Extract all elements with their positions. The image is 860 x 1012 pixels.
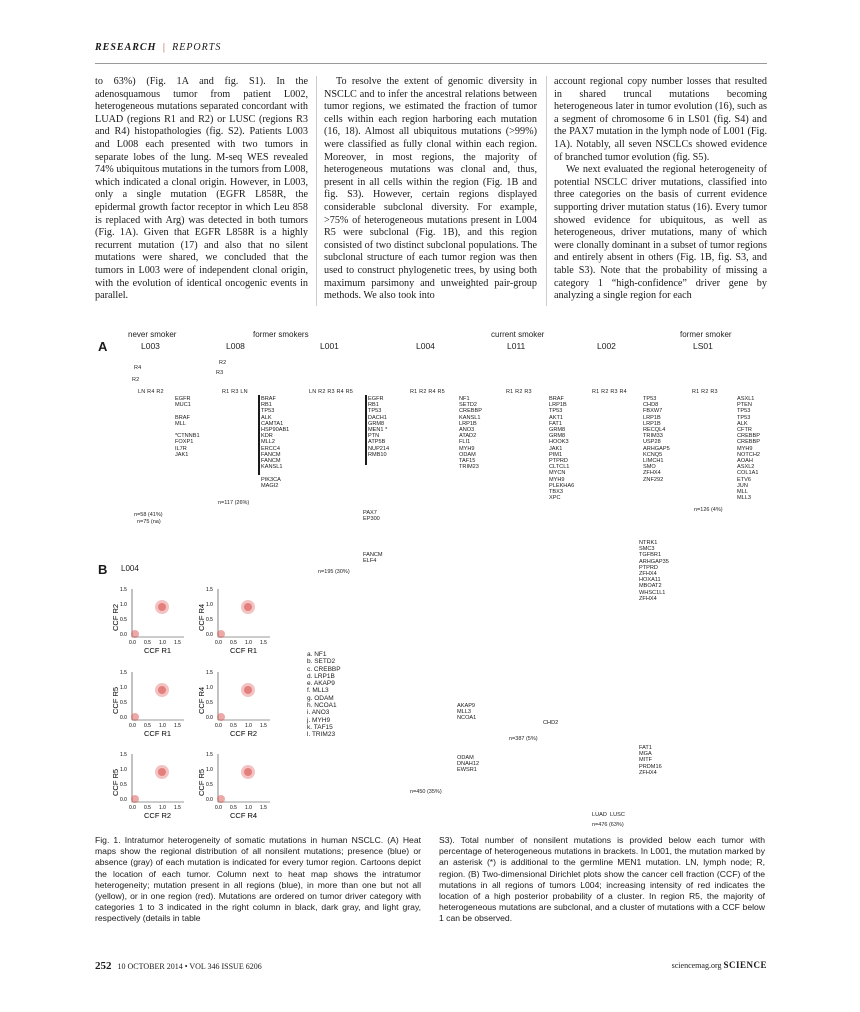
ccf-cluster <box>158 686 166 694</box>
y-tick-label: 1.0 <box>206 602 213 608</box>
mutation-count: n=450 (35%) <box>410 789 442 795</box>
tumor-label: LS01 <box>693 341 713 351</box>
ccf-plot <box>197 750 280 825</box>
x-tick-label: 0.0 <box>215 723 222 729</box>
group-label-never: never smoker <box>128 330 177 339</box>
y-tick-label: 0.0 <box>206 632 213 638</box>
y-tick-label: 1.5 <box>206 670 213 676</box>
x-tick-label: 0.0 <box>129 640 136 646</box>
figure-caption-col1 <box>95 835 421 925</box>
x-tick-label: 1.0 <box>245 805 252 811</box>
column-rule <box>316 76 317 306</box>
region-header: R1 R3 LN <box>222 389 248 395</box>
x-axis-title: CCF R2 <box>144 811 172 820</box>
group-label-former: former smokers <box>253 330 309 339</box>
x-axis-title: CCF R2 <box>230 729 258 738</box>
issue-info: 10 OCTOBER 2014 • VOL 346 ISSUE 6206 <box>117 962 262 971</box>
ccf-plot <box>111 668 194 743</box>
footer-left <box>95 960 262 972</box>
footer-right <box>630 960 767 970</box>
y-axis-title: CCF R2 <box>111 603 120 631</box>
ccf-plot-svg <box>111 750 194 825</box>
body-paragraph: We next evaluated the regional heterogeneity of potential NSCLC driver mutations, classified into three categories on the basis of current evidence supporting driver mutation status (16). Every tumor showed evidence for ubiquitous, as well as heterogeneous, driver mutations, many of which were clonally dominant in a subset of tumor regions and entirely absent in others (Fig. 1B, fig. S3, and table S3). Note that the probability of missing a category 1 “high-confidence” driver gene by analyzing a single region for each <box>554 164 767 302</box>
section-label: RESEARCH <box>95 42 157 53</box>
running-head <box>95 42 221 53</box>
tumor-label: L011 <box>507 341 526 351</box>
axis-lines <box>132 754 184 802</box>
group-label-former2: former smoker <box>680 330 732 339</box>
x-tick-label: 0.5 <box>230 640 237 646</box>
panel-b-label: B <box>98 562 108 577</box>
header-separator: | <box>162 42 167 53</box>
y-tick-label: 1.0 <box>206 767 213 773</box>
gene-list-l001: EGFR RB1 TP53 DACH1 GRM8 MEN1 * PTN ATP5B NUP214 RMB10 <box>368 396 390 458</box>
y-tick-label: 0.5 <box>120 782 127 788</box>
y-axis-title: CCF R5 <box>197 768 206 796</box>
tumor-label: L004 <box>416 341 435 351</box>
ccf-plot-svg <box>111 585 194 660</box>
site-name: sciencemag.org <box>671 961 722 970</box>
x-tick-label: 1.5 <box>260 723 267 729</box>
y-axis-title: CCF R5 <box>111 768 120 796</box>
body-column-2 <box>324 76 537 303</box>
y-tick-label: 1.5 <box>206 587 213 593</box>
y-axis-title: CCF R4 <box>197 603 206 631</box>
figure-caption-col2 <box>439 835 765 925</box>
tumor-label: L008 <box>226 341 245 351</box>
x-tick-label: 1.5 <box>260 805 267 811</box>
x-tick-label: 1.0 <box>159 640 166 646</box>
region-header: R1 R2 R3 R4 <box>592 389 627 395</box>
ccf-cluster <box>158 768 166 776</box>
cartoon-region-label: R4 <box>134 365 142 371</box>
gene-list-l011-b: CHD2 <box>543 720 559 726</box>
y-tick-label: 1.0 <box>120 685 127 691</box>
ccf-cluster <box>131 630 139 638</box>
mutation-count: n=195 (30%) <box>318 569 350 575</box>
y-tick-label: 1.5 <box>206 752 213 758</box>
mutation-count: n=126 (4%) <box>694 507 723 513</box>
gene-list-l004: NF1 SETD2 CREBBP KANSL1 LRP1B ANO3 ATAD2 FLI1 MYH9 ODAM TAF15 TRIM23 <box>459 396 483 471</box>
cartoon-region-label: R2 <box>219 360 227 366</box>
body-paragraph: account regional copy number losses that resulted in shared truncal mutations becoming heterogeneous later in tumor evolution (16), such as a segment of chromosome 6 in LS01 (fig. S4) and the PAX7 mutation in the lymph node of L001 (Fig. 1A). Notably, all seven NSCLCs showed evidence of branched tumor evolution (fig. S5). <box>554 76 767 163</box>
y-tick-label: 0.0 <box>206 797 213 803</box>
axis-lines <box>218 589 270 637</box>
ccf-plot <box>111 585 194 660</box>
y-tick-label: 0.5 <box>120 700 127 706</box>
histology-labels: LUAD LUSC <box>592 812 625 818</box>
x-tick-label: 0.5 <box>144 640 151 646</box>
x-tick-label: 0.0 <box>129 805 136 811</box>
gene-list-l002-b: NTRK1 SMC3 TGFBR1 ARHGAP35 PTPRD ZFHX4 HOXA11 MBOAT2 WHSC1L1 ZFHX4 <box>639 540 669 602</box>
caption-text: Fig. 1. Intratumor heterogeneity of somatic mutations in human NSCLC. (A) Heat maps show the regional distribution of all nonsilent mutations; presence (blue) or absence (gray) of each mutation is indicated for every tumor region. Cartoons depict the location of each tumor. Column next to heat map shows the intratumor heterogeneity; mutation present in all regions (blue), in more than one but not all (yellow), or in one region (red). Mutations are ordered on tumor driver category with categories 1 to 3 indicated in the right column in black, dark gray, and light gray, respectively (details in table <box>95 835 421 924</box>
header-rule <box>95 63 767 64</box>
ccf-plot-svg <box>197 585 280 660</box>
gene-list-l004-c: ODAM DNAH12 EWSR1 <box>457 755 480 774</box>
y-tick-label: 0.5 <box>206 782 213 788</box>
x-tick-label: 1.5 <box>260 640 267 646</box>
ccf-plot <box>197 668 280 743</box>
axis-lines <box>218 754 270 802</box>
y-tick-label: 0.5 <box>206 700 213 706</box>
y-tick-label: 1.5 <box>120 752 127 758</box>
x-axis-title: CCF R4 <box>230 811 258 820</box>
gene-list-l008: BRAF RB1 TP53 ALK CAMTA1 HSP90AB1 KDR MLL2 ERCC4 FANCM FANCM KANSL1 PIK3CA MAGI2 <box>261 396 290 489</box>
axis-lines <box>132 589 184 637</box>
group-label-current: current smoker <box>491 330 545 339</box>
page-number: 252 <box>95 960 112 972</box>
axis-lines <box>218 672 270 720</box>
ccf-plot <box>197 585 280 660</box>
ccf-plot <box>111 750 194 825</box>
y-tick-label: 1.0 <box>120 767 127 773</box>
gene-list-l002: TP53 CHD8 FBXW7 LRP1B LRP1B RECQL4 TRIM33 USP28 ARHGAP5 KCNQ5 LIMCH1 SMO ZFHX4 ZNF292 <box>643 396 670 483</box>
y-tick-label: 0.0 <box>206 715 213 721</box>
gene-list-l011: BRAF LRP1B TP53 AKT1 FAT1 GRM8 GRM8 HOOK3 JAK1 PIM1 PTPRD CLTCL1 MYCN MYH9 PLEKHA6 TBX3 XPC <box>549 396 575 502</box>
y-tick-label: 0.0 <box>120 632 127 638</box>
region-header: R1 R2 R4 R5 <box>410 389 445 395</box>
mutation-bar <box>365 395 367 465</box>
region-header: LN R2 R3 R4 R5 <box>309 389 354 395</box>
x-axis-title: CCF R1 <box>230 646 258 655</box>
ccf-cluster <box>217 713 225 721</box>
x-tick-label: 1.5 <box>174 805 181 811</box>
x-tick-label: 0.5 <box>230 723 237 729</box>
mutation-count: n=58 (41%) <box>134 512 163 518</box>
panel-b-tumor: L004 <box>121 564 139 573</box>
x-tick-label: 0.5 <box>230 805 237 811</box>
y-tick-label: 0.0 <box>120 797 127 803</box>
panel-a-label: A <box>98 339 108 354</box>
y-tick-label: 1.0 <box>206 685 213 691</box>
gene-list-ls01: ASXL1 PTEN TP53 TP53 ALK CFTR CREBBP CREBBP MYH9 NOTCH2 AOAH ASXL2 COL1A1 ETV6 JUN MLL MLL3 <box>737 396 761 502</box>
mutation-count: n=476 (63%) <box>592 822 624 828</box>
axis-lines <box>132 672 184 720</box>
x-axis-title: CCF R1 <box>144 646 172 655</box>
body-paragraph: to 63%) (Fig. 1A and fig. S1). In the adenosquamous tumor from patient L002, heterogeneous mutations separated concordant with LUAD (regions R1 and R2) or LUSC (regions R3 and R4) histopathologies (fig. S2). Patients L003 and L008 each presented with two tumors in separate lobes of the lung. M-seq WES revealed 74% ubiquitous mutations in the tumors from L008, which indicated a clonal origin. However, in L003, only a single mutation (EGFR L858R, the epidermal growth factor receptor in which Leu 858 is replaced with Arg) was detected in both tumors (Fig. 1A). Given that EGFR L858R is a highly recurrent mutation (17) and also that no silent mutations were shared, we concluded that the tumors in L003 were of independent clonal origin, with the evolution of identical oncogenic events in parallel. <box>95 76 308 302</box>
ccf-cluster <box>158 603 166 611</box>
ccf-plot-svg <box>197 750 280 825</box>
ccf-cluster <box>244 768 252 776</box>
ccf-cluster <box>217 630 225 638</box>
tumor-label: L001 <box>320 341 339 351</box>
ccf-cluster <box>131 713 139 721</box>
subsection-label: REPORTS <box>172 42 222 53</box>
y-tick-label: 1.0 <box>120 602 127 608</box>
body-column-1 <box>95 76 308 303</box>
y-tick-label: 0.5 <box>206 617 213 623</box>
x-axis-title: CCF R1 <box>144 729 172 738</box>
y-tick-label: 0.0 <box>120 715 127 721</box>
x-tick-label: 1.5 <box>174 640 181 646</box>
region-header: R1 R2 R3 <box>692 389 718 395</box>
x-tick-label: 0.0 <box>215 640 222 646</box>
y-axis-title: CCF R4 <box>197 686 206 714</box>
ccf-cluster <box>131 795 139 803</box>
gene-list-l004-b: AKAP9 MLL3 NCOA1 <box>457 703 477 722</box>
gene-list-l003: EGFR MUC1 BRAF MLL *CTNNB1 FOXP1 IL7R JAK1 <box>175 396 200 458</box>
gene-list-l002-c: FAT1 MGA MITF PRDM16 ZFHX4 <box>639 745 662 776</box>
gene-list-l001-c: FANCM ELF4 <box>363 552 383 565</box>
x-tick-label: 0.5 <box>144 805 151 811</box>
mutation-legend: a. NF1 b. SETD2 c. CREBBP d. LRP1B e. AKAP9 f. MLL3 g. ODAM h. NCOA1 i. ANO3 j. MYH9 k. TAF15 l. TRIM23 <box>307 651 341 739</box>
x-tick-label: 1.0 <box>245 640 252 646</box>
tumor-label: L002 <box>597 341 616 351</box>
x-tick-label: 0.5 <box>144 723 151 729</box>
ccf-cluster <box>244 603 252 611</box>
ccf-cluster <box>244 686 252 694</box>
y-tick-label: 0.5 <box>120 617 127 623</box>
region-header: R1 R2 R3 <box>506 389 532 395</box>
tumor-label: L003 <box>141 341 160 351</box>
caption-text: S3). Total number of nonsilent mutations is provided below each tumor with percentage of heterogeneous mutations in brackets. In L001, the mutation marked by an asterisk (*) is additional to the germline MEN1 mutation. LN, lymph node; R, region. (B) Two-dimensional Dirichlet plots show the cancer cell fraction (CCF) of the mutations in all regions of tumors L004; increasing intensity of red indicates the location of a high posterior probability of a cluster. In region R5, the majority of heterogeneous mutations are subclonal, and a cluster of mutations with a CCF below 1 can be observed. <box>439 835 765 924</box>
y-tick-label: 1.5 <box>120 670 127 676</box>
y-tick-label: 1.5 <box>120 587 127 593</box>
x-tick-label: 1.0 <box>159 805 166 811</box>
body-column-3 <box>554 76 767 303</box>
ccf-plot-svg <box>111 668 194 743</box>
journal-name: SCIENCE <box>723 960 767 970</box>
mutation-count: n=117 (26%) <box>218 500 250 506</box>
x-tick-label: 1.0 <box>245 723 252 729</box>
mutation-count: n=75 (na) <box>137 519 161 525</box>
x-tick-label: 0.0 <box>129 723 136 729</box>
column-rule <box>546 76 547 306</box>
ccf-plot-svg <box>197 668 280 743</box>
body-paragraph: To resolve the extent of genomic diversity in NSCLC and to infer the ancestral relations between tumor regions, we estimated the fraction of tumor cells within each region harboring each mutation (16, 18). Almost all ubiquitous mutations (>99%) were classified as fully clonal within each region. Moreover, in most regions, the majority of heterogeneous mutations was clonal and, thus, present in all cells within the region (Fig. 1B and fig. S3). However, certain regions displayed considerable subclonal diversity. For example, >75% of heterogeneous mutations present in L004 R5 were subclonal (Fig. 1B), and this region consisted of two distinct subclonal populations. The subclonal structure of each tumor region was then used to construct phylogenetic trees, by using both maximum parsimony and unweighted pair-group methods. We also took into <box>324 76 537 302</box>
x-tick-label: 1.0 <box>159 723 166 729</box>
cartoon-region-label: R3 <box>216 370 224 376</box>
x-tick-label: 0.0 <box>215 805 222 811</box>
cartoon-region-label: R2 <box>132 377 140 383</box>
mutation-bar <box>258 395 260 475</box>
mutation-count: n=387 (5%) <box>509 736 538 742</box>
x-tick-label: 1.5 <box>174 723 181 729</box>
gene-list-l001-b: PAX7 EP300 <box>363 510 380 523</box>
ccf-cluster <box>217 795 225 803</box>
region-header: LN R4 R2 <box>138 389 164 395</box>
y-axis-title: CCF R5 <box>111 686 120 714</box>
